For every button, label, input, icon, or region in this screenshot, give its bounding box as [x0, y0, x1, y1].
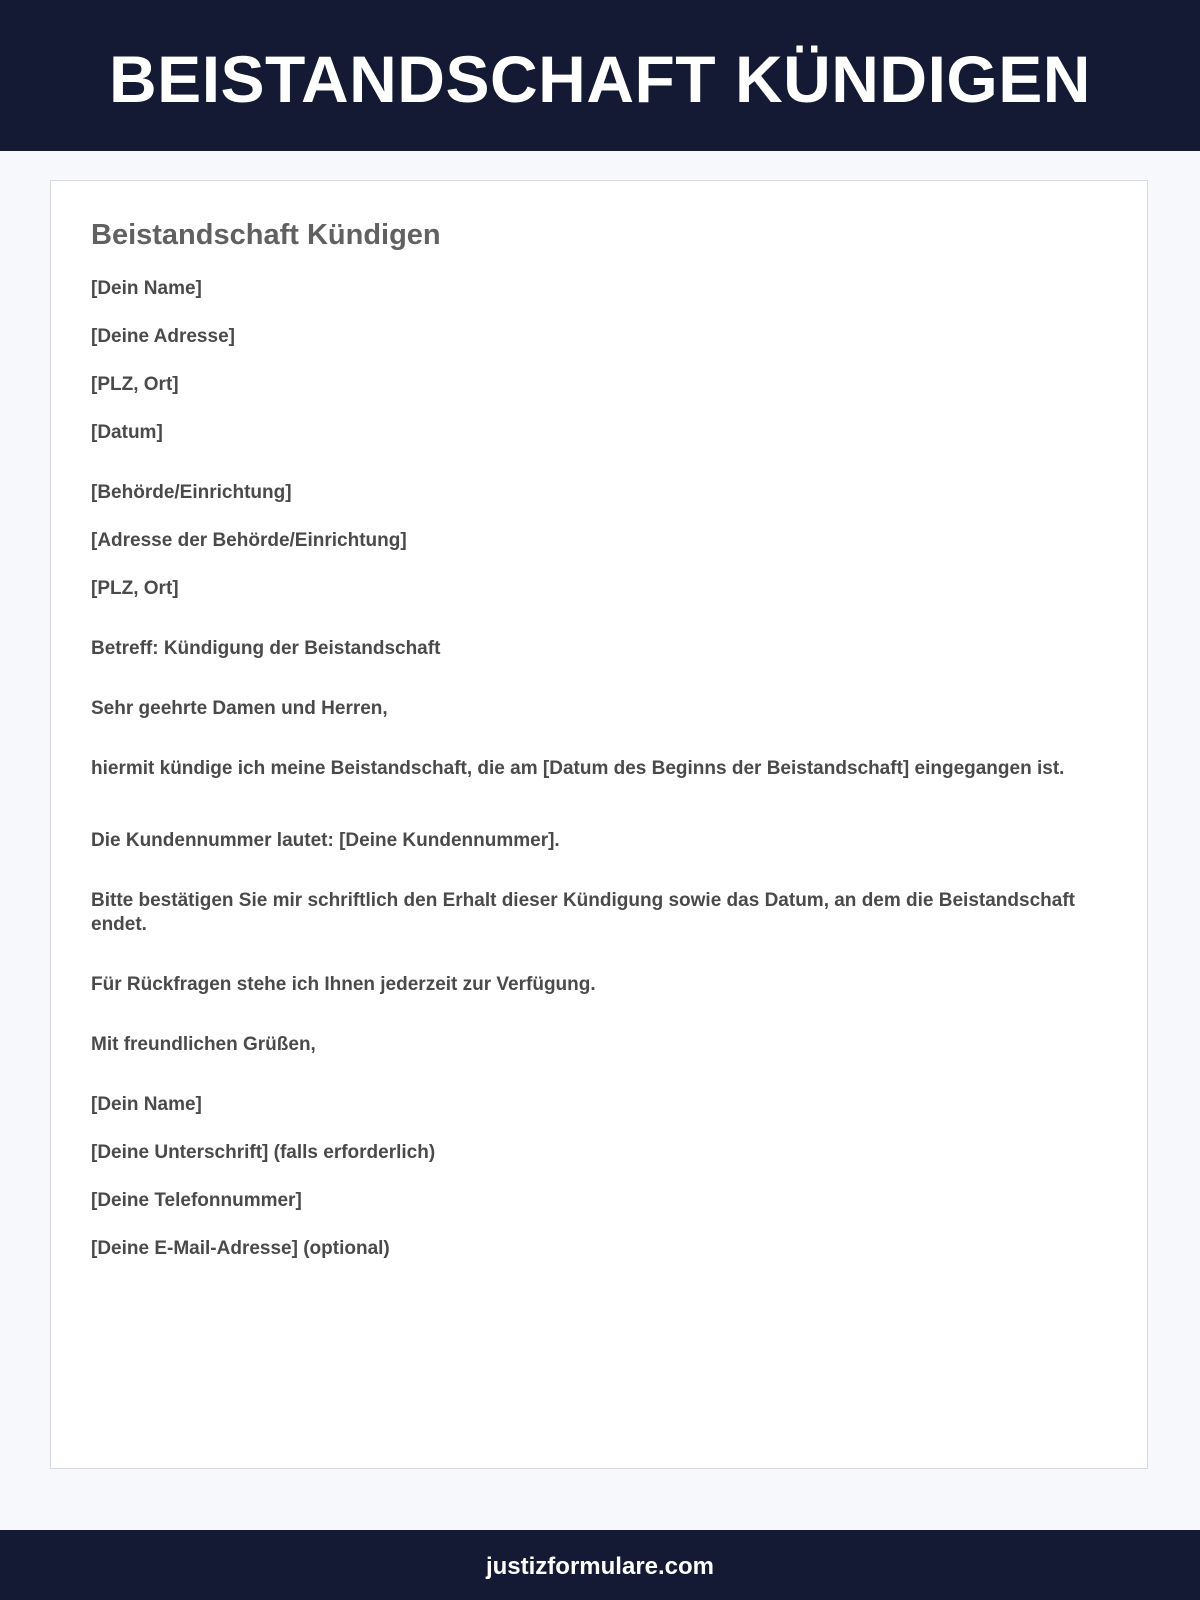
recipient-institution: [Behörde/Einrichtung]: [91, 482, 292, 503]
recipient-postal-city: [PLZ, Ort]: [91, 578, 179, 599]
recipient-address: [Adresse der Behörde/Einrichtung]: [91, 530, 407, 551]
closing: Mit freundlichen Grüßen,: [91, 1034, 316, 1055]
salutation: Sehr geehrte Damen und Herren,: [91, 698, 388, 719]
signature-email: [Deine E-Mail-Adresse] (optional): [91, 1238, 390, 1259]
letter-date: [Datum]: [91, 422, 163, 443]
document-title: Beistandschaft Kündigen: [91, 219, 441, 251]
page-header: [0, 0, 1200, 151]
page-footer: [0, 1530, 1200, 1600]
signature-name: [Dein Name]: [91, 1094, 202, 1115]
signature-line: [Deine Unterschrift] (falls erforderlich): [91, 1142, 436, 1163]
sender-address: [Deine Adresse]: [91, 326, 235, 347]
body-paragraph: Bitte bestätigen Sie mir schriftlich den Erhalt dieser Kündigung sowie das Datum, an dem die Beistandschaft endet.: [91, 890, 1075, 935]
signature-phone: [Deine Telefonnummer]: [91, 1190, 302, 1211]
subject-line: Betreff: Kündigung der Beistandschaft: [91, 638, 441, 659]
footer-site-name: justizformulare.com: [485, 1553, 715, 1580]
body-paragraph: Für Rückfragen stehe ich Ihnen jederzeit zur Verfügung.: [91, 974, 596, 995]
body-paragraph: Die Kundennummer lautet: [Deine Kundennummer].: [91, 830, 560, 851]
body-paragraph: hiermit kündige ich meine Beistandschaft, die am [Datum des Beginns der Beistandschaft] eingegangen ist.: [91, 758, 1065, 779]
document-card: [50, 180, 1148, 1469]
sender-name: [Dein Name]: [91, 278, 202, 299]
sender-postal-city: [PLZ, Ort]: [91, 374, 179, 395]
page-title: BEISTANDSCHAFT KÜNDIGEN: [109, 41, 1091, 116]
